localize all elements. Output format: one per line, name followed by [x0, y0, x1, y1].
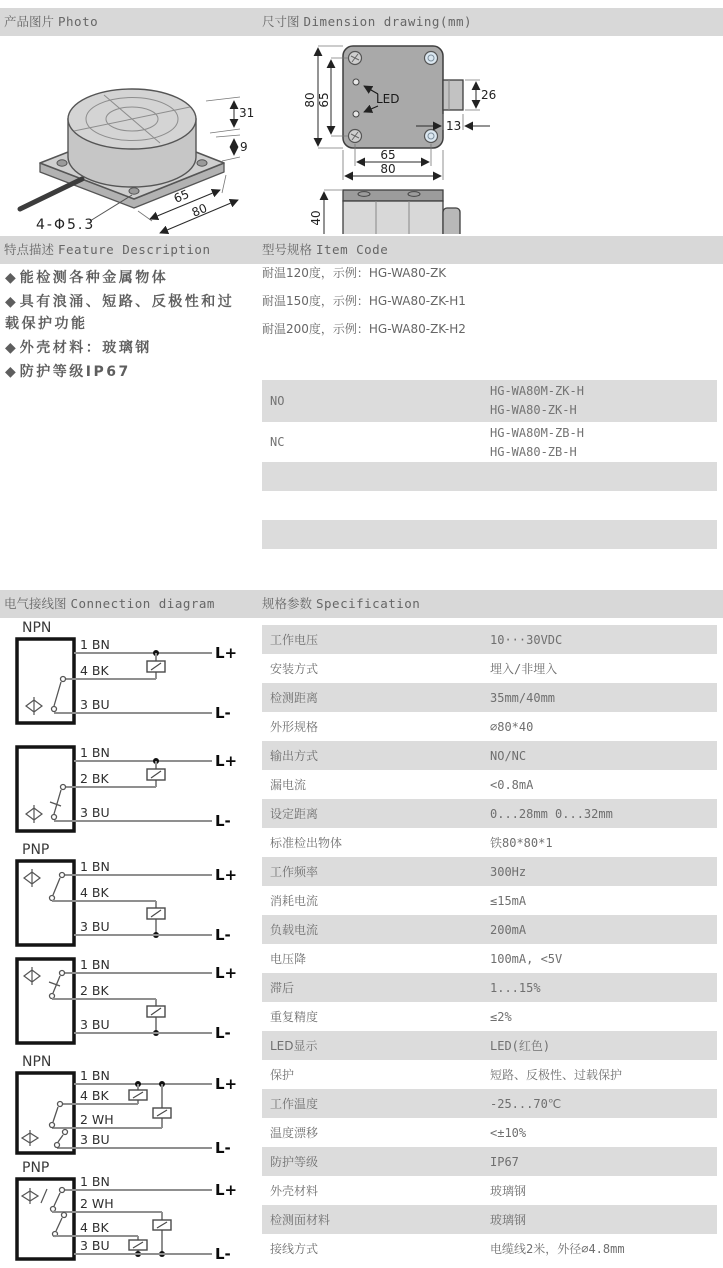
bullet-diamond-icon: ◆: [5, 270, 16, 286]
wiring-diagram-npn-no: [8, 636, 258, 728]
spec-row: [262, 915, 717, 944]
spec-row: [262, 886, 717, 915]
feature-text: 能检测各种金属物体: [19, 270, 169, 286]
features-section-title: [4, 236, 211, 264]
wiring-diagram-npn-nc: [8, 744, 258, 836]
spec-row: [262, 654, 717, 683]
wire-label: 2 BK: [80, 771, 109, 786]
bullet-diamond-icon: ◆: [5, 340, 16, 356]
specification-title-zh: 规格参数: [262, 596, 313, 611]
dim-label: 65: [171, 186, 192, 206]
wire-label: 3 BU: [80, 805, 110, 820]
feature-text: 防护等级IP67: [19, 364, 131, 380]
spec-label: 工作电压: [270, 633, 319, 647]
spec-label: 工作频率: [270, 865, 319, 879]
spec-value: 10···30VDC: [490, 632, 563, 647]
item-code-title-en: Item Code: [316, 242, 389, 257]
specification-title-en: Specification: [316, 596, 421, 611]
spec-value: 100mA, <5V: [490, 951, 563, 966]
item-code: HG-WA80-ZB-H: [490, 445, 577, 459]
dimension-section-title: [262, 8, 472, 36]
connection-title-zh: 电气接线图: [4, 596, 67, 611]
spec-row: [262, 944, 717, 973]
item-code-table: [262, 380, 717, 549]
wire-label: 1 BN: [80, 1070, 110, 1083]
product-photo-drawing: [10, 45, 255, 237]
terminal-label: L-: [215, 812, 231, 830]
dimension-title-en: Dimension drawing(mm): [303, 14, 473, 29]
spec-label: 保护: [270, 1068, 295, 1082]
item-code: HG-WA80M-ZB-H: [490, 426, 584, 440]
spec-label: 负载电流: [270, 923, 319, 937]
wire-label: 3 BU: [80, 919, 110, 934]
empty-table-row: [262, 462, 717, 491]
spec-label: 安装方式: [270, 662, 319, 676]
spec-value: 铁80*80*1: [490, 836, 553, 850]
wire-label: 1 BN: [80, 859, 110, 874]
wiring-diagram-pnp-nc: [8, 956, 258, 1048]
wire-label: 4 BK: [80, 1088, 109, 1103]
spec-value: ≤15mA: [490, 893, 527, 908]
spec-row: [262, 1060, 717, 1089]
terminal-label: L-: [215, 1024, 231, 1042]
dim-label: 13: [446, 119, 462, 133]
spec-row: [262, 799, 717, 828]
features-title-zh: 特点描述: [4, 242, 55, 257]
feature-list: [5, 267, 243, 385]
connection-section-title: [4, 590, 215, 618]
feature-text: 具有浪涌、短路、反极性和过载保护功能: [5, 294, 235, 332]
section-header-row-1: [0, 8, 723, 36]
wire-label: 4 BK: [80, 885, 109, 900]
led-label: LED: [376, 92, 400, 106]
spec-label: 检测距离: [270, 691, 319, 705]
spec-label: 滞后: [270, 981, 295, 995]
mounting-hole: [129, 188, 139, 194]
spec-row: [262, 741, 717, 770]
spec-row: [262, 1089, 717, 1118]
mounting-hole: [197, 160, 207, 166]
item-code: HG-WA80-ZK-H: [490, 403, 577, 417]
item-codes: [490, 380, 717, 422]
spec-label: 标准检出物体: [270, 836, 343, 850]
spec-value: <0.8mA: [490, 777, 534, 792]
feature-item: [5, 361, 243, 383]
output-mode: NC: [270, 435, 285, 449]
dim-label: 31: [239, 106, 255, 120]
terminal-label: L-: [215, 704, 231, 722]
spec-label: 输出方式: [270, 749, 319, 763]
wire-label: 2 BK: [80, 983, 109, 998]
spec-label: 外形规格: [270, 720, 319, 734]
spec-row: [262, 770, 717, 799]
wire-label: 1 BN: [80, 1176, 110, 1189]
spec-value: 玻璃钢: [490, 1213, 527, 1227]
spec-value: 200mA: [490, 922, 527, 937]
wire-label: 3 BU: [80, 1132, 110, 1147]
mounting-hole: [57, 160, 67, 166]
spec-row: [262, 1118, 717, 1147]
wire-label: 2 WH: [80, 1196, 114, 1211]
spec-label: 防护等级: [270, 1155, 319, 1169]
spec-label: 外壳材料: [270, 1184, 319, 1198]
spec-label: 检测面材料: [270, 1213, 331, 1227]
spec-value: 埋入/非埋入: [490, 662, 558, 676]
spec-value: 电缆线2米，外径∅4.8mm: [490, 1242, 625, 1256]
terminal-label: L+: [215, 964, 238, 982]
spec-label: 接线方式: [270, 1242, 319, 1256]
spec-label: 漏电流: [270, 778, 307, 792]
item-code-title-zh: 型号规格: [262, 242, 313, 257]
empty-table-row: [262, 491, 717, 520]
wire-label: 3 BU: [80, 697, 110, 712]
led-indicator: [353, 111, 359, 117]
table-row: [262, 422, 717, 462]
terminal-label: L+: [215, 866, 238, 884]
section-header-row-3: [0, 590, 723, 618]
terminal-label: L+: [215, 752, 238, 770]
feature-item: [5, 267, 243, 289]
screw-icon: [425, 52, 438, 65]
output-mode: NO: [270, 394, 285, 408]
item-code-note: 耐温200度，示例：HG-WA80-ZK-H2: [262, 322, 466, 336]
connection-title-en: Connection diagram: [70, 596, 215, 611]
terminal-label: L+: [215, 1075, 238, 1093]
spec-value: 1...15%: [490, 980, 541, 995]
photo-title-en: Photo: [58, 14, 99, 29]
spec-label: LED显示: [270, 1039, 318, 1053]
wiring-diagram-npn-4wire: [8, 1070, 258, 1158]
terminal-label: L-: [215, 1245, 231, 1263]
spec-row: [262, 683, 717, 712]
wiring-diagram-type: PNP: [22, 842, 50, 858]
connector-block: [443, 80, 463, 110]
features-title-en: Feature Description: [58, 242, 211, 257]
spec-value: 玻璃钢: [490, 1184, 527, 1198]
spec-label: 温度漂移: [270, 1126, 319, 1140]
holes-callout: 4-Φ5.3: [36, 217, 96, 233]
dim-label: 80: [303, 92, 317, 108]
wire-label: 3 BU: [80, 1017, 110, 1032]
spec-row: [262, 712, 717, 741]
spec-value: LED(红色): [490, 1039, 551, 1053]
cable: [20, 179, 82, 209]
terminal-label: L-: [215, 1139, 231, 1157]
spec-row: [262, 973, 717, 1002]
spec-row: [262, 1147, 717, 1176]
spec-table: [262, 625, 717, 1263]
photo-section-title: [4, 8, 98, 36]
spec-value: 300Hz: [490, 864, 527, 879]
wiring-diagram-pnp-no: [8, 858, 258, 950]
spec-label: 电压降: [270, 952, 307, 966]
specification-section-title: [262, 590, 420, 618]
dim-label: 65: [380, 148, 396, 162]
spec-value: 短路、反极性、过载保护: [490, 1068, 623, 1082]
table-row: [262, 380, 717, 422]
spec-row: [262, 1176, 717, 1205]
dim-label: 65: [317, 92, 331, 108]
dim-label: 80: [380, 162, 396, 176]
wiring-diagram-pnp-4wire: [8, 1176, 258, 1264]
spec-row: [262, 857, 717, 886]
spec-row: [262, 1234, 717, 1263]
spec-value: <±10%: [490, 1125, 527, 1140]
item-code-note: 耐温150度，示例：HG-WA80-ZK-H1: [262, 294, 466, 308]
spec-value: 35mm/40mm: [490, 690, 556, 705]
wiring-diagrams: [8, 620, 260, 1264]
spec-label: 重复精度: [270, 1010, 319, 1024]
terminal-label: L+: [215, 644, 238, 662]
wire-label: 4 BK: [80, 1220, 109, 1235]
dim-label: 26: [481, 88, 497, 102]
wire-label: 1 BN: [80, 745, 110, 760]
wire-label: 2 WH: [80, 1112, 114, 1127]
feature-item: [5, 291, 243, 335]
spec-value: NO/NC: [490, 748, 527, 763]
spec-row: [262, 828, 717, 857]
spec-row: [262, 625, 717, 654]
wiring-diagram-type: PNP: [22, 1160, 50, 1176]
dimension-drawing: [298, 40, 533, 234]
spec-row: [262, 1031, 717, 1060]
item-code-notes: [262, 259, 466, 343]
wire-label: 3 BU: [80, 1238, 110, 1253]
spec-value: 0...28mm 0...32mm: [490, 806, 613, 821]
spec-row: [262, 1002, 717, 1031]
wiring-diagram-type: NPN: [22, 1054, 52, 1070]
dim-label: 9: [240, 140, 248, 154]
spec-value: ≤2%: [490, 1009, 512, 1024]
item-code: HG-WA80M-ZK-H: [490, 384, 584, 398]
dim-label: 40: [309, 210, 323, 226]
spec-value: -25...70℃: [490, 1096, 562, 1111]
led-indicator: [353, 79, 359, 85]
bullet-diamond-icon: ◆: [5, 364, 16, 380]
item-code-note: 耐温120度，示例：HG-WA80-ZK: [262, 266, 447, 280]
dim-label: 80: [189, 200, 210, 220]
wiring-diagram-type: NPN: [22, 620, 52, 636]
spec-label: 设定距离: [270, 807, 319, 821]
wire-label: 1 BN: [80, 957, 110, 972]
spec-value: IP67: [490, 1154, 519, 1169]
terminal-label: L-: [215, 926, 231, 944]
terminal-label: L+: [215, 1181, 238, 1199]
wire-label: 1 BN: [80, 637, 110, 652]
dimension-title-zh: 尺寸图: [262, 14, 300, 29]
spec-row: [262, 1205, 717, 1234]
spec-label: 工作温度: [270, 1097, 319, 1111]
photo-title-zh: 产品图片: [4, 14, 55, 29]
spec-value: ∅80*40: [490, 719, 534, 734]
feature-item: [5, 337, 243, 359]
empty-table-row: [262, 520, 717, 549]
item-codes: [490, 422, 717, 462]
bullet-diamond-icon: ◆: [5, 294, 16, 310]
screw-icon: [425, 130, 438, 143]
spec-label: 消耗电流: [270, 894, 319, 908]
wire-label: 4 BK: [80, 663, 109, 678]
feature-text: 外壳材料：玻璃钢: [19, 340, 152, 356]
